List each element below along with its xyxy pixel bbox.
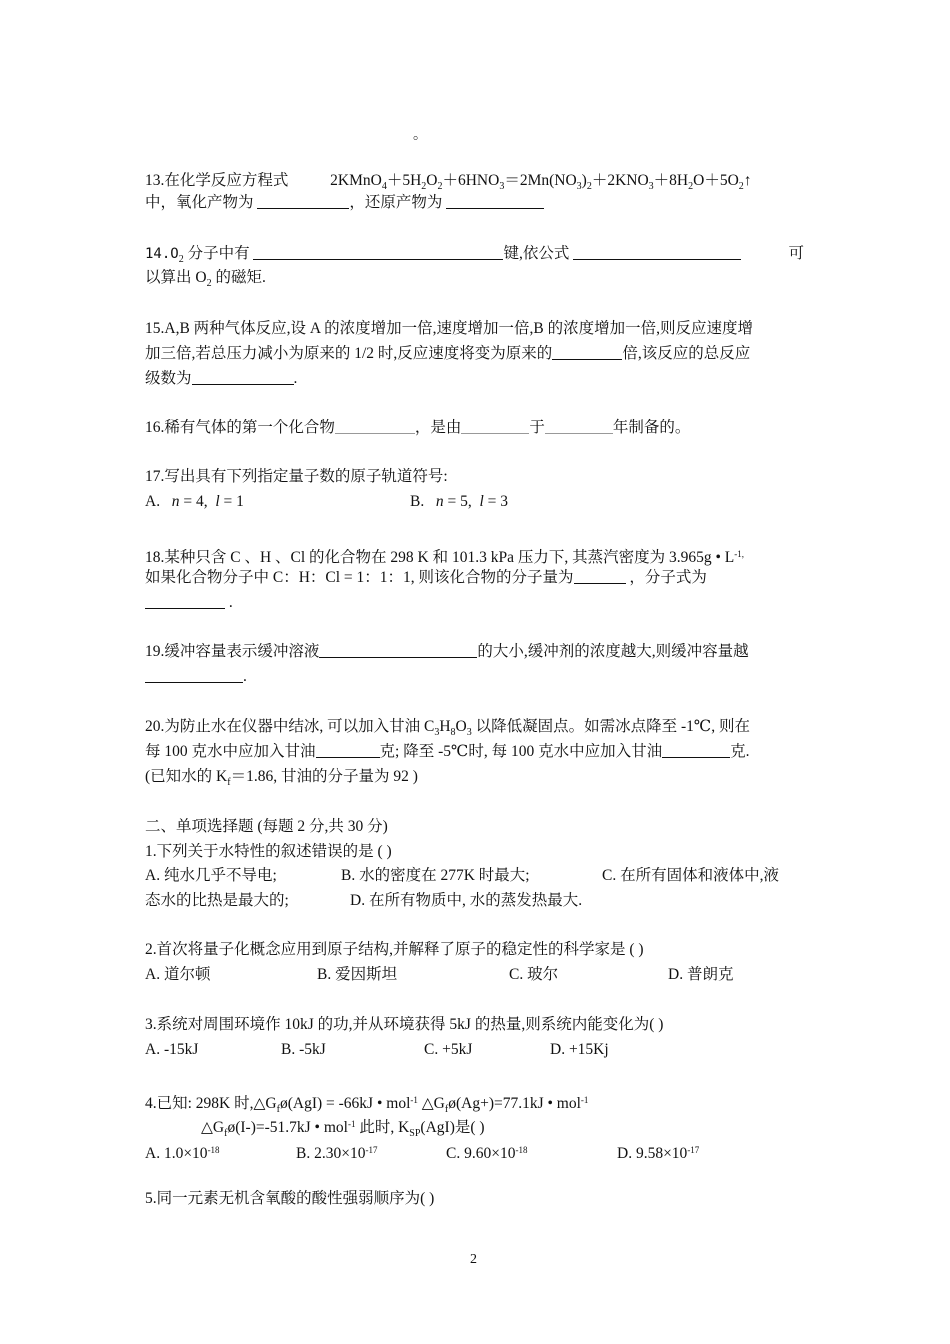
answer-blank[interactable] xyxy=(319,643,477,658)
answer-blank[interactable] xyxy=(316,743,380,758)
question-20-line-3: (已知水的 $K_f=1.86$, 甘油的分子量为 92 ) xyxy=(145,768,418,788)
option-d: D. $9.58\times 10^{-17}$ xyxy=(617,1145,700,1162)
redox-equation: $2KMnO_4+5H_2O_2+6HNO_3=2Mn(NO_3)_2+2KNO_3+8H_2O+5O_2↑$ xyxy=(330,172,752,192)
choice-2-options xyxy=(145,965,810,985)
question-19-line-2: . xyxy=(145,667,810,687)
choice-1-stem: 1.下列关于水特性的叙述错误的是 ( ) xyxy=(145,843,392,860)
option-c: C. $9.60\times 10^{-18}$ xyxy=(446,1145,528,1162)
answer-blank[interactable] xyxy=(552,345,622,360)
question-13-line-1: 13.在化学反应方程式 $2KMnO_4+5H_2O_2+6HNO_3=2Mn(NO_3)_2+2KNO_3+8H_2O+5O_2↑$ xyxy=(145,172,752,192)
choice-4-options xyxy=(145,1140,810,1164)
question-15-line-3: 级数为 . xyxy=(145,370,298,387)
answer-blank[interactable] xyxy=(446,194,544,209)
question-14-line-2: 以算出 $O_2$ 的磁矩. xyxy=(145,269,266,289)
choice-2-stem: 2.首次将量子化概念应用到原子结构,并解释了原子的稳定性的科学家是 ( ) xyxy=(145,941,644,958)
option-b: B. 水的密度在 277K 时最大; xyxy=(341,867,530,884)
option-b: B. n = 5, l = 3 xyxy=(410,493,509,510)
choice-4-line-2: $\triangle G_fø(I-)=-51.7kJ$ • mol$^{-1}$ 此时, $K_{SP}(AgI)$是( ) xyxy=(201,1119,485,1139)
answer-blank[interactable] xyxy=(461,419,529,434)
option-d: D. 普朗克 xyxy=(668,966,734,983)
option-d: D. 在所有物质中, 水的蒸发热最大. xyxy=(350,892,583,909)
answer-blank[interactable] xyxy=(145,594,225,609)
answer-blank[interactable] xyxy=(257,194,349,209)
question-19-line-1: 19.缓冲容量表示缓冲溶液 的大小,缓冲剂的浓度越大,则缓冲容量越 xyxy=(145,643,749,660)
option-a: A. -15kJ xyxy=(145,1041,199,1058)
answer-blank[interactable] xyxy=(253,245,503,260)
question-17-stem: 17.写出具有下列指定量子数的原子轨道符号: xyxy=(145,468,448,485)
option-a: A. n = 4, l = 1 xyxy=(145,493,244,510)
option-b: B. -5kJ xyxy=(281,1041,326,1058)
option-c: C. 玻尔 xyxy=(509,966,559,983)
question-18-line-1: 18.某种只含 C 、H 、Cl 的化合物在 298 K 和 101.3 kPa 压力下, 其蒸汽密度为 3.965g • $L^{-1,}$ xyxy=(145,549,745,566)
choice-1-options-line-1 xyxy=(145,866,810,886)
choice-1-options-line-2: 态水的比热是最大的; D. 在所有物质中, 水的蒸发热最大. xyxy=(145,892,583,909)
answer-blank[interactable] xyxy=(574,569,626,584)
option-a: A. 道尔顿 xyxy=(145,966,211,983)
choice-3-options xyxy=(145,1040,810,1060)
question-15-line-1: 15.A,B 两种气体反应,设 A 的浓度增加一倍,速度增加一倍,B 的浓度增加一倍,则反应速度增 xyxy=(145,320,753,337)
question-13-line-2: 中，氧化产物为 ，还原产物为 xyxy=(145,193,810,213)
option-b: B. 爱因斯坦 xyxy=(317,966,398,983)
answer-blank[interactable] xyxy=(573,245,741,260)
question-16: 16.稀有气体的第一个化合物 ，是由 于 年制备的。 xyxy=(145,419,691,436)
choice-5-stem: 5.同一元素无机含氧酸的酸性强弱顺序为( ) xyxy=(145,1190,435,1207)
page-number: 2 xyxy=(470,1252,477,1267)
question-15-line-2: 加三倍,若总压力减小为原来的 1/2 时,反应速度将变为原来的 倍,该反应的总反应 xyxy=(145,345,751,362)
option-a: A. 纯水几乎不导电; xyxy=(145,867,277,884)
top-mark: 。 xyxy=(413,128,427,143)
question-17-options xyxy=(145,492,810,512)
option-c: C. 在所有固体和液体中,液 xyxy=(602,867,779,884)
question-20-line-1: 20.为防止水在仪器中结冰, 可以加入甘油 $C_3H_8O_3$ 以降低凝固点。如需冰点降至 -1℃, 则在 xyxy=(145,718,751,738)
section-heading: 二、单项选择题 (每题 2 分,共 30 分) xyxy=(145,818,388,835)
answer-blank[interactable] xyxy=(545,419,613,434)
answer-blank[interactable] xyxy=(335,419,415,434)
choice-3-stem: 3.系统对周围环境作 10kJ 的功,并从环境获得 5kJ 的热量,则系统内能变化为( ) xyxy=(145,1016,664,1033)
answer-blank[interactable] xyxy=(145,668,243,683)
option-d: D. +15Kj xyxy=(550,1041,609,1058)
answer-blank[interactable] xyxy=(192,370,294,385)
choice-4-line-1: 4.已知: 298K 时$,\triangle G_fø(AgI) = -66kJ$ • mol$^{-1}$ $\triangle G_fø(Ag+)=77.1kJ$ • mol$^{-1}$ xyxy=(145,1095,589,1115)
question-18-line-2: 如果化合物分子中 C：H：Cl = 1：1：1, 则该化合物的分子量为 ，分子式为 xyxy=(145,569,707,586)
option-c: C. +5kJ xyxy=(424,1041,473,1058)
question-14-line-1: $14.O_2$ 分子中有 键,依公式 可 xyxy=(145,245,804,265)
option-a: A. $1.0\times 10^{-18}$ xyxy=(145,1145,220,1162)
question-20-line-2: 每 100 克水中应加入甘油 克; 降至 -5℃时, 每 100 克水中应加入甘油 克. xyxy=(145,743,750,760)
option-b: B. $2.30\times 10^{-17}$ xyxy=(296,1145,378,1162)
question-18-line-3: . xyxy=(145,593,810,613)
answer-blank[interactable] xyxy=(662,743,730,758)
